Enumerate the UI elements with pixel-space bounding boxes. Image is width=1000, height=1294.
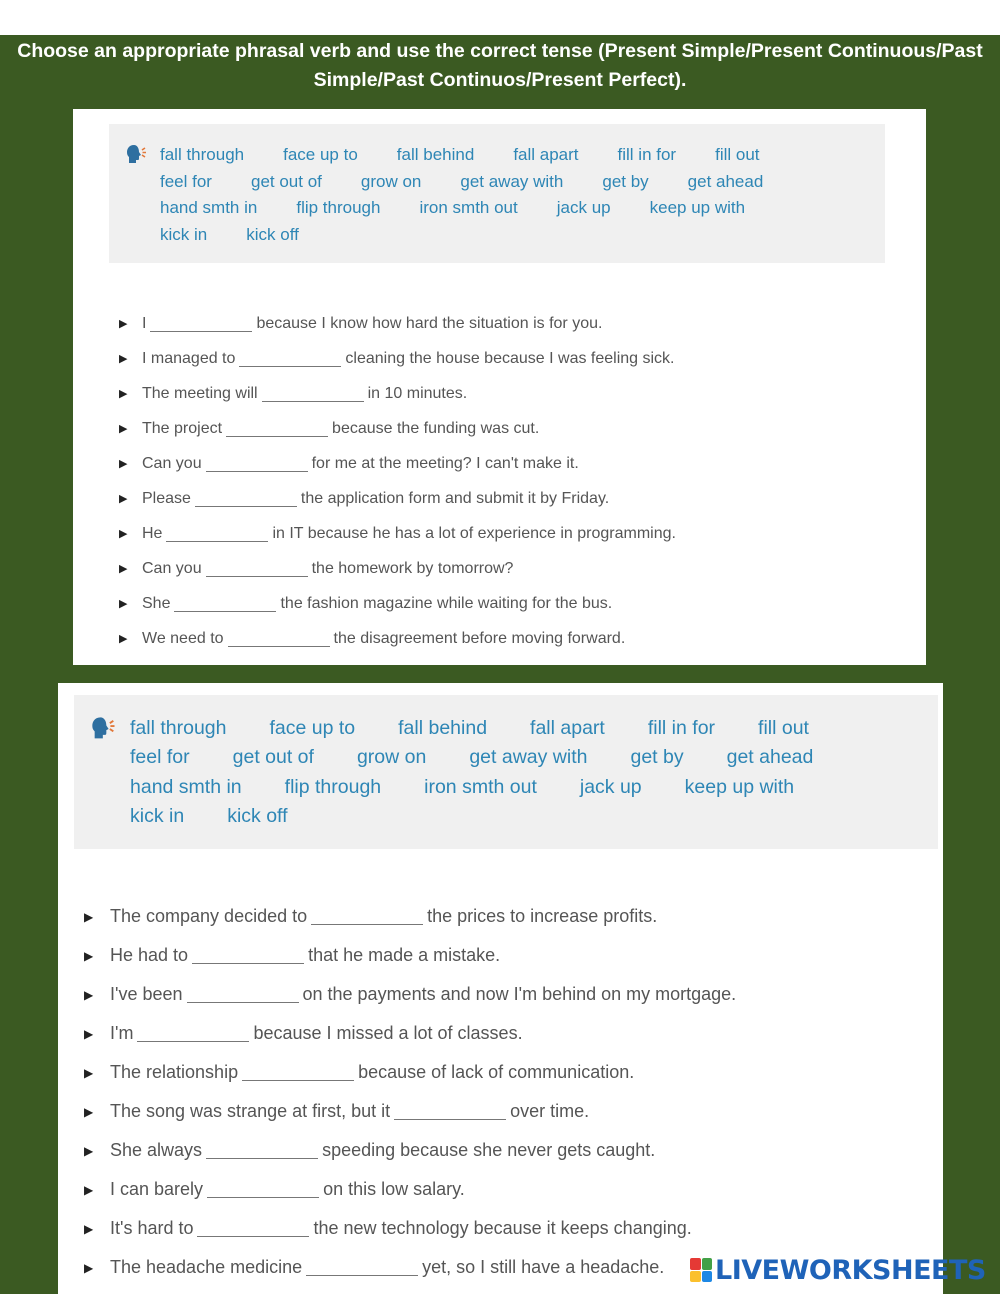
sentence-text-after: for me at the meeting? I can't make it. [311,454,579,472]
phrasal-verb-option[interactable]: fall through [130,717,227,739]
exercise-sentence [119,341,676,376]
answer-blank[interactable] [306,1259,418,1276]
sentence-text-before: Can you [142,454,202,472]
sentence-text-after: because of lack of communication. [358,1062,635,1082]
triangle-bullet-icon: ▶ [119,318,128,330]
word-bank-row [130,714,856,743]
instruction-heading [0,35,1000,95]
exercise-sentence [119,621,676,656]
sentence-text-before: The relationship [110,1062,239,1082]
phrasal-verb-option[interactable]: get away with [460,171,564,191]
answer-blank[interactable] [207,1181,319,1198]
sentence-text-after: the prices to increase profits. [427,906,658,926]
exercise-card-2 [58,683,943,1294]
triangle-bullet-icon: ▶ [119,598,128,610]
sentence-text-before: I managed to [142,349,236,367]
phrasal-verb-option[interactable]: keep up with [684,775,795,798]
instruction-line-2: Simple/Past Continuos/Present Perfect). [313,69,687,91]
exercise-sentence [119,376,676,411]
phrasal-verb-option[interactable]: fill in for [647,717,716,739]
sentence-text-before: We need to [142,629,224,647]
sentence-text-after: because I missed a lot of classes. [253,1023,523,1043]
answer-blank[interactable] [174,596,276,612]
sentence-text-after: because the funding was cut. [332,419,540,437]
logo-icon [690,1258,712,1282]
answer-blank[interactable] [150,316,252,332]
phrasal-verb-option[interactable]: feel for [160,171,212,191]
triangle-bullet-icon: ▶ [84,987,94,1002]
triangle-bullet-icon: ▶ [119,388,128,400]
triangle-bullet-icon: ▶ [84,1221,94,1236]
answer-blank[interactable] [192,947,304,964]
phrasal-verb-option[interactable]: fall behind [398,717,488,739]
word-bank-row [160,195,802,222]
sentence-text-after: the homework by tomorrow? [311,559,514,577]
phrasal-verb-option[interactable]: keep up with [649,198,746,217]
phrasal-verb-option[interactable]: kick in [130,804,185,827]
exercise-sentence [84,1053,736,1092]
speaking-head-icon[interactable] [90,715,118,743]
exercise-sentence [119,411,676,446]
sentence-text-after: the new technology because it keeps changing. [313,1218,692,1238]
phrasal-verb-option[interactable]: get by [630,746,684,769]
exercise-sentence [84,936,736,975]
sentence-text-before: The company decided to [110,906,308,926]
sentence-text-after: the fashion magazine while waiting for the bus. [280,594,613,612]
sentence-text-before: I've been [110,984,183,1004]
sentence-text-before: He [142,524,163,542]
word-bank [130,714,856,831]
triangle-bullet-icon: ▶ [84,909,94,924]
answer-blank[interactable] [262,386,364,402]
exercise-sentence [119,481,676,516]
answer-blank[interactable] [137,1025,249,1042]
sentence-text-before: She always [110,1140,203,1160]
sentence-text-after: in IT because he has a lot of experience in programming. [272,524,676,542]
phrasal-verb-option[interactable]: kick off [246,224,299,244]
phrasal-verb-option[interactable]: hand smth in [160,198,258,217]
exercise-sentence [84,897,736,936]
sentence-text-after: the disagreement before moving forward. [333,629,626,647]
sentence-text-after: cleaning the house because I was feeling sick. [345,349,675,367]
phrasal-verb-option[interactable]: hand smth in [130,775,242,798]
phrasal-verb-option[interactable]: fall apart [513,145,579,164]
word-bank-row [130,802,856,831]
exercise-sentence [84,1170,736,1209]
exercise-sentence [84,1092,736,1131]
answer-blank[interactable] [197,1220,309,1237]
sentence-text-after: that he made a mistake. [308,945,501,965]
answer-blank[interactable] [226,421,328,437]
sentence-text-before: She [142,594,171,612]
triangle-bullet-icon: ▶ [84,1182,94,1197]
word-bank-row [160,142,802,169]
triangle-bullet-icon: ▶ [119,528,128,540]
triangle-bullet-icon: ▶ [119,458,128,470]
word-bank-box [109,124,885,263]
phrasal-verb-option[interactable]: flip through [284,775,382,798]
phrasal-verb-option[interactable]: fall behind [396,145,475,164]
phrasal-verb-option[interactable]: flip through [296,198,381,217]
phrasal-verb-option[interactable]: fall apart [530,717,605,739]
speaking-head-icon[interactable] [125,143,149,167]
triangle-bullet-icon: ▶ [119,423,128,435]
answer-blank[interactable] [239,351,341,367]
exercise-sentence [119,446,676,481]
answer-blank[interactable] [242,1064,354,1081]
word-bank-row [160,169,802,196]
triangle-bullet-icon: ▶ [84,1143,94,1158]
phrasal-verb-option[interactable]: get out of [232,746,314,769]
word-bank-row [160,222,802,249]
sentence-text-before: It's hard to [110,1218,194,1238]
sentence-text-after: over time. [510,1101,590,1121]
answer-blank[interactable] [206,561,308,577]
phrasal-verb-option[interactable]: face up to [283,145,358,164]
sentence-text-before: The meeting will [142,384,258,402]
exercise-sentence [119,516,676,551]
phrasal-verb-option[interactable]: fill in for [617,145,677,164]
exercise-sentence [84,1014,736,1053]
exercise-sentence [84,975,736,1014]
sentence-text-after: the application form and submit it by Friday. [300,489,610,507]
triangle-bullet-icon: ▶ [119,493,128,505]
phrasal-verb-option[interactable]: grow on [356,746,427,769]
triangle-bullet-icon: ▶ [119,353,128,365]
logo-text: LIVEWORKSHEETS [715,1254,986,1286]
phrasal-verb-option[interactable]: get out of [250,171,322,191]
word-bank-row [130,773,856,802]
liveworksheets-logo[interactable] [690,1254,986,1286]
answer-blank[interactable] [311,908,423,925]
exercise-sentence [119,551,676,586]
sentence-text-before: He had to [110,945,189,965]
answer-blank[interactable] [206,456,308,472]
word-bank-box [74,695,938,849]
phrasal-verb-option[interactable]: fall through [160,145,245,164]
phrasal-verb-option[interactable]: grow on [360,171,422,191]
phrasal-verb-option[interactable]: jack up [556,198,611,217]
word-bank-row [130,743,856,772]
triangle-bullet-icon: ▶ [84,1260,94,1275]
sentence-text-after: because I know how hard the situation is for you. [256,314,603,332]
answer-blank[interactable] [195,491,297,507]
sentence-text-after: on this low salary. [323,1179,465,1199]
sentence-text-before: Please [142,489,191,507]
phrasal-verb-option[interactable]: get ahead [726,746,814,769]
phrasal-verb-option[interactable]: get by [602,171,649,191]
exercise-sentence [84,1209,736,1248]
sentence-text-before: The song was strange at first, but it [110,1101,391,1121]
phrasal-verb-option[interactable]: kick off [227,804,288,827]
phrasal-verb-option[interactable]: kick in [160,224,208,244]
triangle-bullet-icon: ▶ [84,1065,94,1080]
phrasal-verb-option[interactable]: fill out [715,145,760,164]
sentence-text-before: I can barely [110,1179,204,1199]
sentence-text-before: Can you [142,559,202,577]
sentence-text-before: The headache medicine [110,1257,303,1277]
answer-blank[interactable] [187,986,299,1003]
sentence-text-after: on the payments and now I'm behind on my mortgage. [302,984,737,1004]
answer-blank[interactable] [394,1103,506,1120]
phrasal-verb-option[interactable]: face up to [269,717,356,739]
sentence-text-before: I [142,314,147,332]
triangle-bullet-icon: ▶ [84,1104,94,1119]
answer-blank[interactable] [228,631,330,647]
phrasal-verb-option[interactable]: feel for [130,746,190,769]
sentence-text-after: yet, so I still have a headache. [422,1257,665,1277]
phrasal-verb-option[interactable]: jack up [579,775,642,798]
exercise-card-1 [73,109,926,665]
answer-blank[interactable] [206,1142,318,1159]
sentence-list [84,897,736,1287]
answer-blank[interactable] [166,526,268,542]
sentence-text-before: The project [142,419,223,437]
triangle-bullet-icon: ▶ [84,1026,94,1041]
triangle-bullet-icon: ▶ [119,633,128,645]
sentence-list [119,306,676,656]
word-bank [160,142,802,248]
phrasal-verb-option[interactable]: iron smth out [424,775,537,798]
sentence-text-after: speeding because she never gets caught. [322,1140,656,1160]
phrasal-verb-option[interactable]: get ahead [687,171,764,191]
phrasal-verb-option[interactable]: fill out [758,717,809,739]
phrasal-verb-option[interactable]: get away with [469,746,588,769]
sentence-text-before: I'm [110,1023,134,1043]
sentence-text-after: in 10 minutes. [367,384,468,402]
exercise-sentence [119,586,676,621]
exercise-sentence [119,306,676,341]
exercise-sentence [84,1131,736,1170]
phrasal-verb-option[interactable]: iron smth out [419,198,518,217]
exercise-sentence [84,1248,736,1287]
triangle-bullet-icon: ▶ [119,563,128,575]
instruction-line-1: Choose an appropriate phrasal verb and use the correct tense (Present Simple/Present Continuous/Past [17,40,983,62]
triangle-bullet-icon: ▶ [84,948,94,963]
